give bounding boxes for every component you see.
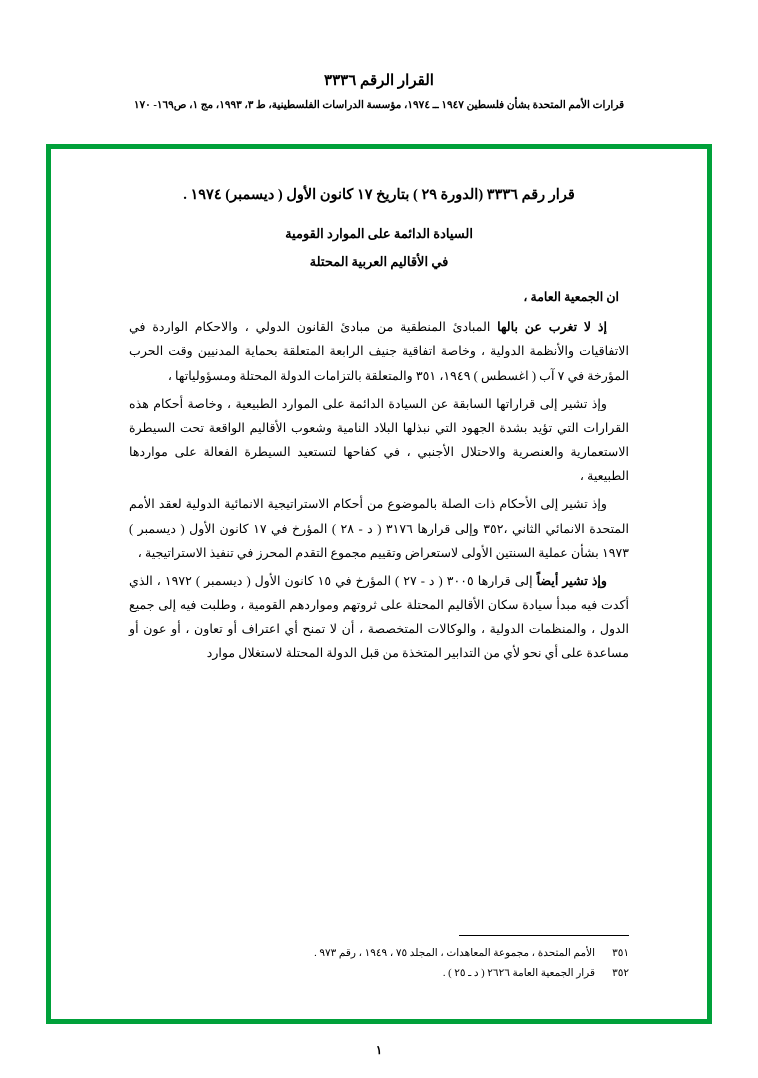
paragraph-3-text: وإذ تشير إلى الأحكام ذات الصلة بالموضوع من أحكام الاستراتيجية الانمائية الدولية لعقد الأمم المتحدة الانمائي الثاني ،٣٥٢ وإلى قرارها ٣١٧٦ ( د - ٢٨ ) المؤرخ في ١٧ كانون الأول ( ديسمبر ) ١٩٧٣ بشأن عملية السنتين الأولى لاستعراض وتقييم مجموع التقدم المحرز في تنفيذ الاستراتيجية ، (129, 497, 630, 560)
footnote-number: ٣٥٢ (612, 967, 629, 979)
paragraph-4-lead: وإذ تشير أيضاً (536, 573, 608, 588)
footnote-row (209, 944, 629, 963)
footnote-text: الأمم المتحدة ، مجموعة المعاهدات ، المجلد ٧٥ ، ١٩٤٩ ، رقم ٩٧٣ . (314, 948, 595, 960)
assembly-preamble: ان الجمعية العامة ، (523, 290, 619, 305)
green-border-frame (46, 144, 712, 1024)
paragraph-2 (129, 392, 629, 489)
document-header (0, 72, 758, 113)
paragraph-2-text: وإذ تشير إلى قراراتها السابقة عن السيادة الدائمة على الموارد الطبيعية ، وخاصة أحكام هذه القرارات التي تؤيد بشدة الجهود التي نبذلها البلاد النامية وشعوب الأقاليم الواقعة تحت السيطرة الاستعمارية والعنصرية والاحتلال الأجنبي ، في كفاحها لتستعيد السيطرة الفعالة على مواردها الطبيعية ، (129, 396, 629, 484)
paragraph-1-lead: إذ لا تغرب عن بالها (497, 320, 607, 335)
document-subtitle-line-1: السيادة الدائمة على الموارد القومية (285, 226, 473, 242)
paragraph-3 (129, 492, 629, 565)
footnote-separator (459, 935, 629, 936)
title-block (129, 183, 629, 273)
footnote-text: قرار الجمعية العامة ٢٦٢٦ ( د ـ ٢٥ ) . (442, 967, 595, 979)
paragraph-4 (129, 569, 629, 666)
document-title: قرار رقم ٣٣٣٦ (الدورة ٢٩ ) بتاريخ ١٧ كانون الأول ( ديسمبر) ١٩٧٤ . (183, 187, 575, 203)
footnote-number: ٣٥١ (612, 948, 629, 960)
document-subtitle-line-2: في الأقاليم العربية المحتلة (309, 253, 449, 269)
resolution-number: القرار الرقم ٣٣٣٦ (324, 73, 434, 89)
footnotes-block (209, 935, 629, 983)
source-citation: قرارات الأمم المتحدة بشأن فلسطين ١٩٤٧ ــ ١٩٧٤، مؤسسة الدراسات الفلسطينية، ط ٣، ١٩٩٣، مج ١، ص١٦٩- ١٧٠ (133, 99, 625, 111)
paragraph-4-text: إلى قرارها ٣٠٠٥ ( د - ٢٧ ) المؤرخ في ١٥ كانون الأول ( ديسمبر ) ١٩٧٢ ، الذي أكدت فيه مبدأ سيادة سكان الأقاليم المحتلة على ثروتهم ومواردهم القومية ، وطلبت فيه إلى جميع الدول ، والمنظمات الدولية ، والوكالات المتخصصة ، أن لا تمنح أي اعتراف أو تعاون ، أو عون أو مساعدة على أي نحو لأي من التدابير المتخذة من قبل الدولة المحتلة لاستغلال موارد (129, 573, 629, 661)
document-body (51, 149, 707, 1019)
paragraph-1-text: المبادئ المنطقية من مبادئ القانون الدولي ، والاحكام الواردة في الاتفاقيات والأنظمة الدولية ، وخاصة اتفاقية جنيف الرابعة المتعلقة بحماية المدنيين وقت الحرب المؤرخة في ٧ آب ( اغسطس ) ١٩٤٩، ٣٥١ والمتعلقة بالتزامات الدولة المحتلة ومسؤولياتها ، (129, 320, 629, 383)
footnote-row (209, 964, 629, 983)
paragraph-1 (129, 315, 629, 388)
page-number: ١ (375, 1043, 383, 1057)
